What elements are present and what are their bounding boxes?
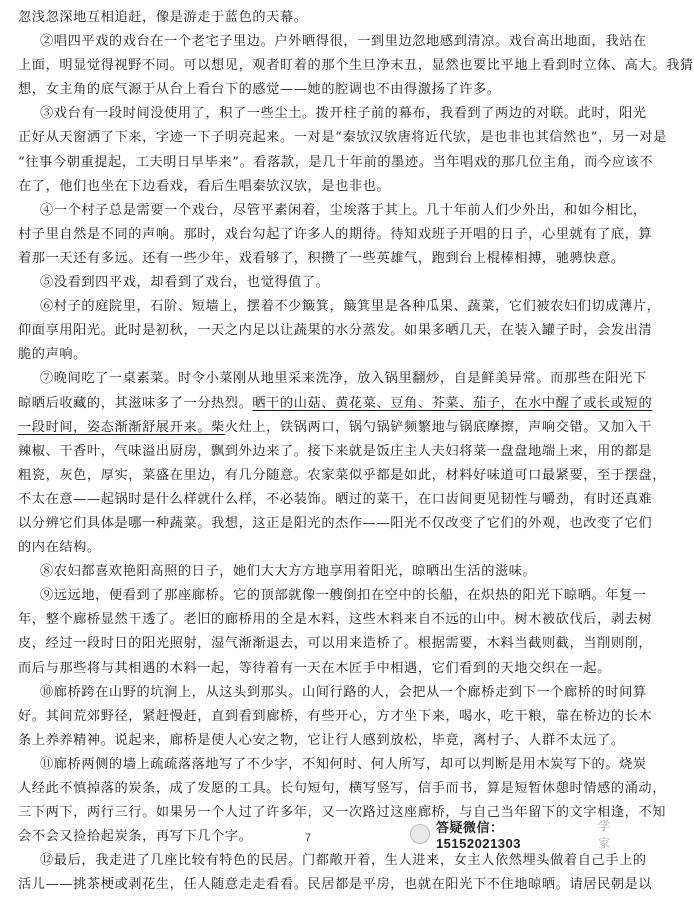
text-line: ⑨远远地，便看到了那座廊桥。它的顶部就像一艘倒扣在空中的长船，在炽热的阳光下晾晒。年复一 <box>40 588 647 604</box>
text-line: ⑩廊桥跨在山野的坑涧上，从这头到那头。山间行路的人，会把从一个廊桥走到下一个廊桥的时间算 <box>40 684 647 700</box>
text-line: 活儿——挑茶梗或剥花生，任人随意走走看看。民居都是平房，也就在阳光下不住地晾晒。请居民朝是以 <box>18 877 653 893</box>
text-line: 辣椒、干香叶，气味溢出厨房，飘到外边来了。接下来就是饭庄主人夫妇将菜一盘盘地端上来，用的都是 <box>18 443 653 459</box>
watermark-label: 答疑微信：15152021303 <box>435 820 521 851</box>
text-line: 在了，他们也坐在下边看戏，看后生唱秦欤汉欤，是也非也。 <box>18 178 391 194</box>
text-line <box>18 392 653 416</box>
text-line: 正好从天窗洒了下来，字迹一下子明亮起来。一对是“秦欤汉欤唐将近代欤，是也非也其信然也”，另一对是 <box>18 130 667 146</box>
text-line: 而后与那些将与其相遇的木料一起，等待着有一天在木匠手中相遇，它们看到的天地交织在一起。 <box>18 660 611 676</box>
text-line: 以分辨它们具体是哪一种蔬菜。我想，这正是阳光的杰作——阳光不仅改变了它们的外观，也改变了它们 <box>18 515 653 531</box>
text-line: ②唱四平戏的戏台在一个老宅子里边。户外晒得很，一到里边忽地感到清凉。戏台高出地面，我站在 <box>40 34 647 50</box>
text-line: 会不会又捡拾起炭条，再写下几个字。 <box>18 829 253 845</box>
text-line: 年，整个廊桥显然干透了。老旧的廊桥用的全是木料，这些木料来自不远的山中。树木被砍伐后，剥去树 <box>18 612 653 628</box>
text-line: 人经此不慎掉落的炭条，成了发愿的工具。长句短句，横写竖写，信手而书，算是短暂休憩时情感的涌动， <box>18 781 667 796</box>
text-line: 条上养养精神。说起来，廊桥是使人心安之物，它让行人感到放松，毕竟，离村子、人群不太远了。 <box>18 732 625 748</box>
text-line: ③戏台有一段时间没使用了，积了一些尘土。拨开柱子前的幕布，我看到了两边的对联。此时，阳光 <box>40 106 647 122</box>
text-line: ⑧农妇都喜欢艳阳高照的日子，她们大大方方地享用着阳光，晾晒出生活的滋味。 <box>40 564 537 580</box>
text-line: 着那一天还有多远。还有一些少年，戏看够了，积攒了一些英雄气，跑到台上棍棒相搏，驰骋快意。 <box>18 250 625 266</box>
text-line: ⑤没看到四平戏，却看到了戏台，也觉得值了。 <box>40 275 330 291</box>
text-line: 好。其间荒郊野径，紧赶慢赶，直到看到廊桥，有些开心，方才坐下来，喝水，吃干粮，靠在桥边的长木 <box>18 708 653 724</box>
text-line: ④一个村子总是需要一个戏台，尽管平素闲着，尘埃落于其上。几十年前人们少外出，和如今相比， <box>40 202 647 218</box>
text-line: 脆的声响。 <box>18 347 87 363</box>
text-line: 不太在意——起锅时是什么样就什么样，不必装饰。晒过的菜干，在口齿间更见韧性与嚼劲，有时还真难 <box>18 491 653 507</box>
text-line: 的内在结构。 <box>18 540 101 556</box>
text-line: ⑪廊桥两侧的墙上疏疏落落地写了不少字，不知何时、何人所写，却可以判断是用木炭写下的。烧炭 <box>40 756 647 772</box>
text-line: “往事今朝重提起，工夫明日早毕来”。看落款，是几十年前的墨迹。当年唱戏的那几位主角，而今应该不 <box>18 154 654 170</box>
text-segment: 晾晒后收藏的，其滋味多了一分热烈。 <box>18 395 253 411</box>
page-number: 7 <box>305 832 312 844</box>
watermark <box>410 817 622 851</box>
text-line: 三下两下，两行三行。如果另一个人过了许多年，又一次路过这座廊桥，与自己当年留下的文字相逢，不知 <box>18 805 667 821</box>
text-line: 粗瓷，灰色，厚实，菜盛在里边，有几分随意。农家菜似乎都是如此，材料好味道可口最紧要，至于摆盘， <box>18 467 667 483</box>
underlined-text: 一段时间，姿态渐渐舒展开来。柴 <box>18 419 225 435</box>
text-line: 皮，经过一段时日的阳光照射，湿气渐渐退去，可以用来造桥了。根据需要，木料当截则截，当削则削， <box>18 636 653 652</box>
text-line: 仰面享用阳光。此时是初秋，一天之内足以让蔬果的水分蒸发。如果多晒几天，在装入罐子时，会发出清 <box>18 323 653 339</box>
wechat-icon <box>410 824 430 844</box>
text-line <box>18 416 653 440</box>
text-line: 想，女主角的底气源于从台上看台下的感觉——她的腔调也不由得激扬了许多。 <box>18 82 501 98</box>
text-line: ⑫最后，我走进了几座比较有特色的民居。门都敞开着，生人进来，女主人依然埋头做着自己手上的 <box>40 853 647 869</box>
text-line: 忽浅忽深地互相追赶，像是游走于蓝色的天幕。 <box>18 10 308 25</box>
text-segment: 火灶上，铁锅两口，锅勺锅铲频繁地与锅底摩擦，声响交错。又加入干 <box>224 419 653 435</box>
text-line: ⑥村子的庭院里，石阶、短墙上，摆着不少簸箕，簸箕里是各种瓜果、蔬菜，它们被农妇们切成薄片， <box>40 299 661 315</box>
text-line: ⑦晚间吃了一桌素菜。时令小菜刚从地里采来洗净，放入锅里翻炒，自是鲜美异常。而那些在阳光下 <box>40 371 647 387</box>
underlined-text: 晒干的山菇、黄花菜、豆角、芥菜、茄子，在水中醒了或长或短的 <box>252 395 653 411</box>
text-line: 上面，明显觉得视野不同。可以想见，观者盯着的那个生旦净末丑，显然也要比平地上看到时立体、高大。我猜 <box>18 58 694 74</box>
text-line: 村子里自然是不同的声响。那时，戏台勾起了许多人的期待。待知戏班子开唱的日子，心里就有了底，算 <box>18 226 653 242</box>
watermark-brand: 学家 <box>598 819 611 850</box>
